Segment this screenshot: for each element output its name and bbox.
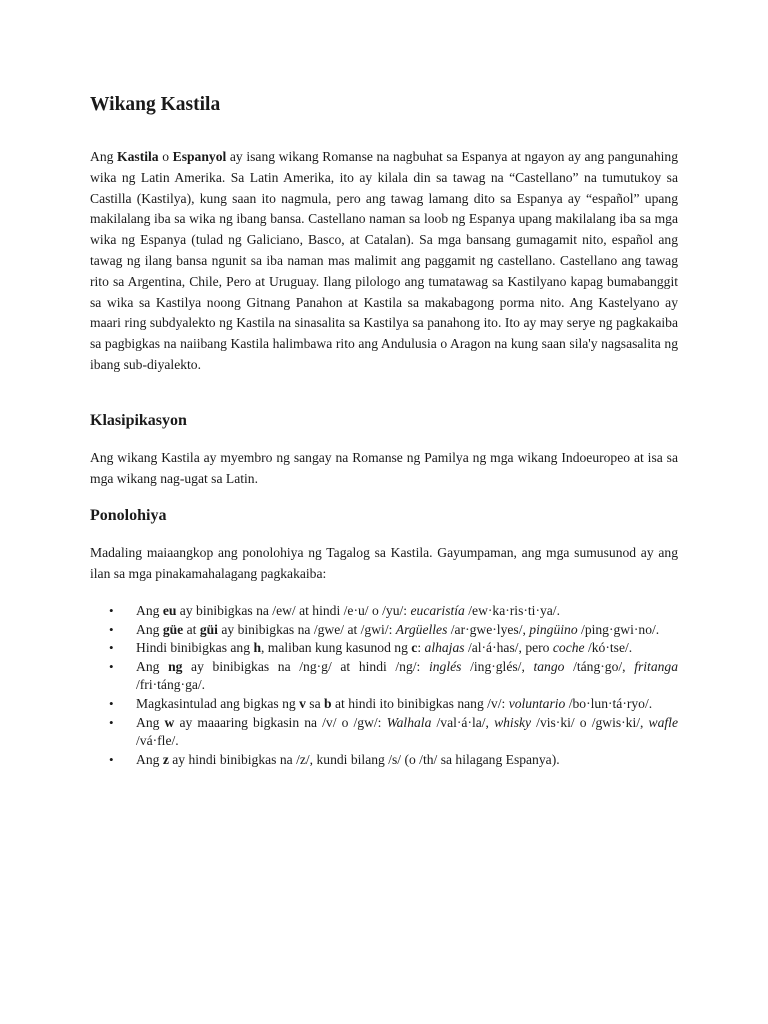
bullet-icon: • [109,602,114,618]
page-title: Wikang Kastila [90,94,221,115]
list-item: • Ang z ay hindi binibigkas na /z/, kundi bilang /s/ (o /th/ sa hilagang Espanya). [136,751,678,770]
section-heading-ponolohiya: Ponolohiya [90,507,167,525]
list-item: • Ang güe at güi ay binibigkas na /gwe/ at /gwi/: Argüelles /ar·gwe·lyes/, pingüino /ping·gwi·no/. [136,621,678,640]
klasipikasyon-paragraph: Ang wikang Kastila ay myembro ng sangay na Romanse ng Pamilya ng mga wikang Indoeuropeo at isa sa mga wikang nag-ugat sa Latin. [90,449,678,486]
bullet-icon: • [109,621,114,637]
bullet-icon: • [109,658,114,674]
bullet-icon: • [109,714,114,730]
intro-paragraph: Ang Kastila o Espanyol ay isang wikang Romanse na nagbuhat sa Espanya at ngayon ay ang pangunahing wika ng Latin Amerika. Sa Latin Amerika, ito ay kilala din sa tawag na “Castellano” na tumutukoy sa Castilla (Kastilya), kung saan ito nagmula, pero ang tawag lamang dito sa Espanya ay “español” upang makilalang iba sa wika ng ibang bansa. Castellano naman sa loob ng Espanya upang makilalang iba sa mga wika ng Espanya (tulad ng Galiciano, Basco, at Catalan). Sa mga bansang gumagamit nito, español ang tawag ng ilang bansa ngunit sa iba naman mas malimit ang paggamit ng castellano. Castellano ang tawag rito sa Argentina, Chile, Pero at Uruguay. Ilang pilologo ang tumatawag sa Kastilyano kapag bumabanggit sa wika sa Kastilya noong Gitnang Panahon at Kastila sa makabagong porma nito. Ang Kastelyano ay maari ring subdyalekto ng Kastila na sinasalita sa Kastilya sa panahong ito. Ito ay may serye ng pagkakaiba sa pagbigkas na naiibang Kastila halimbawa rito ang Andulusia o Aragon na kung saan sila'y nagsasalita ng ibang sub-diyalekto. [90,149,679,372]
list-item: • Ang ng ay binibigkas na /ng·g/ at hindi /ng/: inglés /ing·glés/, tango /táng·go/, fritanga /fri·táng·ga/. [109,658,679,693]
pronunciation-list [90,602,678,769]
list-item: • Magkasintulad ang bigkas ng v sa b at hindi ito binibigkas nang /v/: voluntario /bo·lun·tá·ryo/. [136,695,678,714]
list-item: • Ang w ay maaaring bigkasin na /v/ o /gw/: Walhala /val·á·la/, whisky /vis·ki/ o /gwis·ki/, wafle /vá·fle/. [109,714,678,749]
list-item: • Hindi binibigkas ang h, maliban kung kasunod ng c: alhajas /al·á·has/, pero coche /kó·tse/. [136,639,678,658]
section-heading-klasipikasyon: Klasipikasyon [90,411,187,429]
list-item: • Ang eu ay binibigkas na /ew/ at hindi /e·u/ o /yu/: eucaristía /ew·ka·ris·ti·ya/. [136,602,678,621]
bullet-icon: • [109,640,114,656]
bullet-icon: • [109,751,114,767]
ponolohiya-paragraph: Madaling maiaangkop ang ponolohiya ng Tagalog sa Kastila. Gayumpaman, ang mga sumusunod ay ang ilan sa mga pinakamahalagang pagkakaiba: [90,545,678,582]
bullet-icon: • [109,695,114,711]
